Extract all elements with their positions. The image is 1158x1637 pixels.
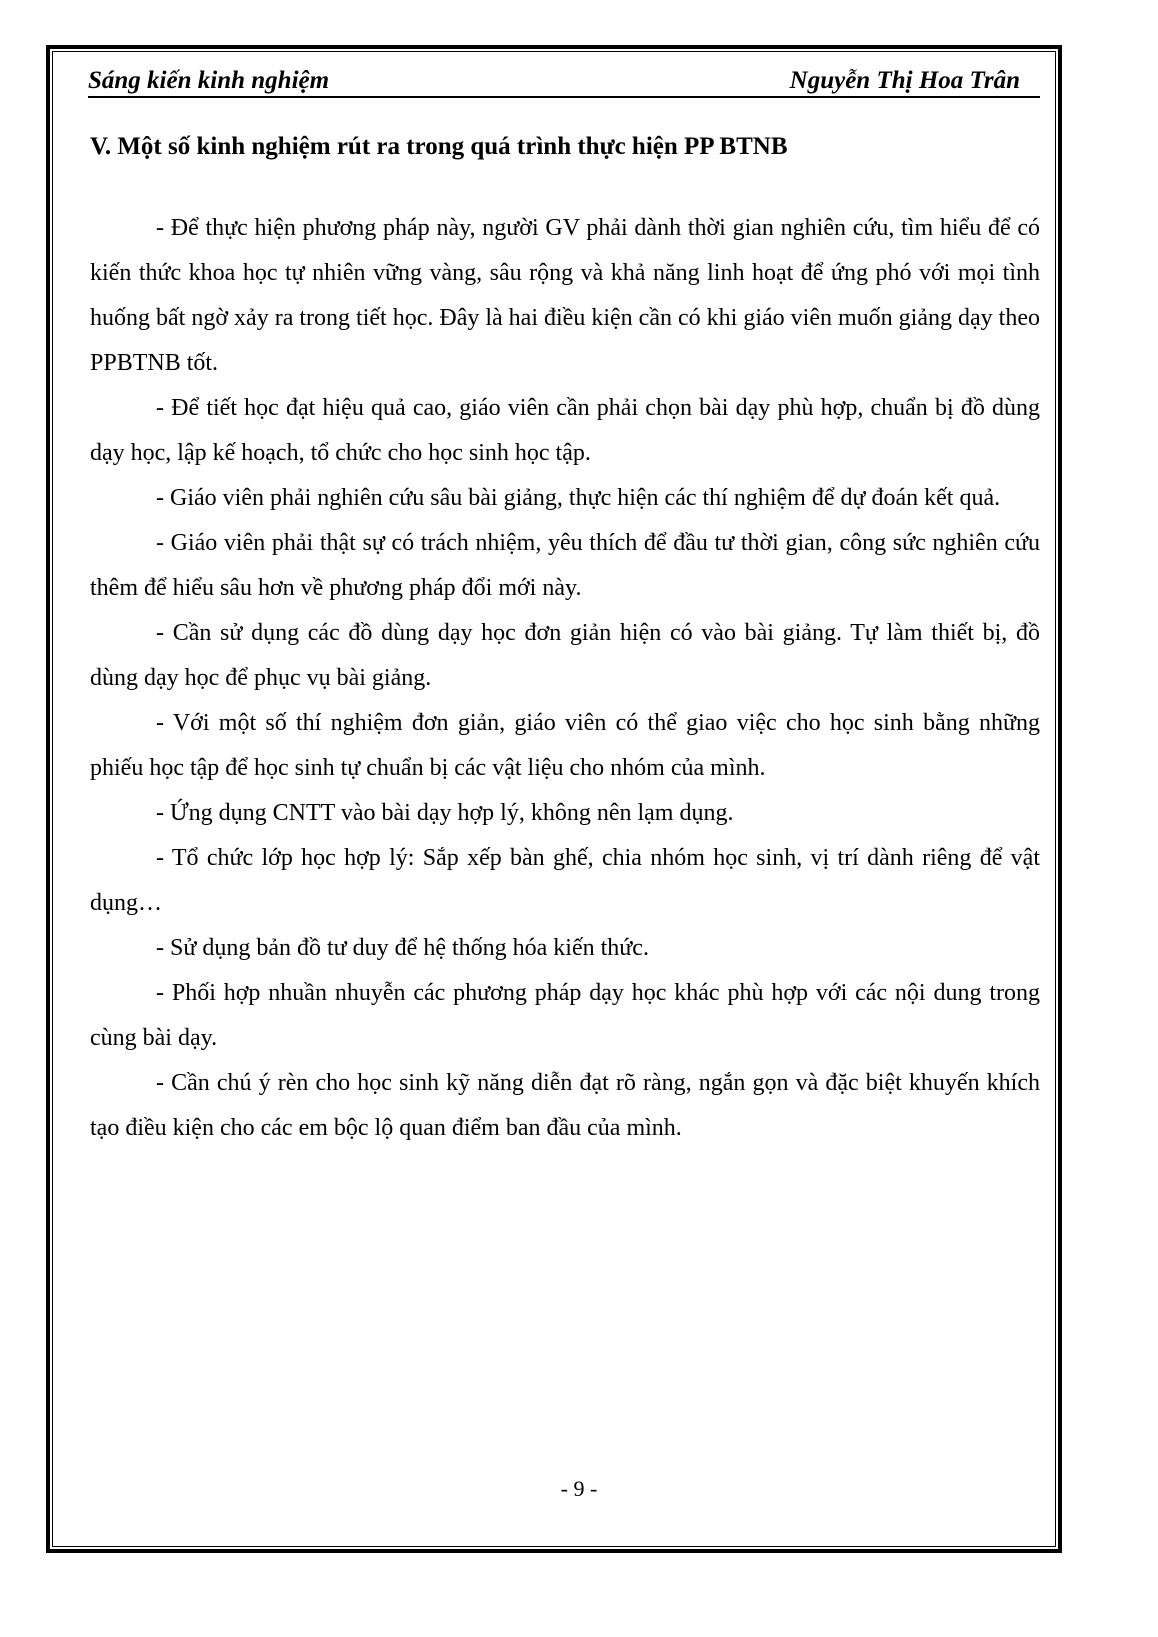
- paragraph: - Tổ chức lớp học hợp lý: Sắp xếp bàn ghế, chia nhóm học sinh, vị trí dành riêng để vật dụng…: [90, 845, 1040, 916]
- paragraph: - Cần chú ý rèn cho học sinh kỹ năng diễn đạt rõ ràng, ngắn gọn và đặc biệt khuyến khích tạo điều kiện cho các em bộc lộ quan điểm ban đầu của mình.: [90, 1070, 1040, 1141]
- paragraph: - Giáo viên phải thật sự có trách nhiệm, yêu thích để đầu tư thời gian, công sức nghiên cứu thêm để hiểu sâu hơn về phương pháp đổi mới này.: [90, 530, 1040, 601]
- paragraph: - Với một số thí nghiệm đơn giản, giáo viên có thể giao việc cho học sinh bằng những phiếu học tập để học sinh tự chuẩn bị các vật liệu cho nhóm của mình.: [90, 710, 1040, 781]
- paragraph: - Để tiết học đạt hiệu quả cao, giáo viên cần phải chọn bài dạy phù hợp, chuẩn bị đồ dùng dạy học, lập kế hoạch, tổ chức cho học sinh học tập.: [90, 395, 1040, 466]
- paragraph: - Sử dụng bản đồ tư duy để hệ thống hóa kiến thức.: [156, 935, 649, 961]
- paragraph: - Cần sử dụng các đồ dùng dạy học đơn giản hiện có vào bài giảng. Tự làm thiết bị, đồ dùng dạy học để phục vụ bài giảng.: [90, 620, 1040, 691]
- paragraph: - Ứng dụng CNTT vào bài dạy hợp lý, không nên lạm dụng.: [156, 800, 734, 826]
- body-text: [90, 206, 1040, 1151]
- paragraph: - Để thực hiện phương pháp này, người GV phải dành thời gian nghiên cứu, tìm hiểu để có kiến thức khoa học tự nhiên vững vàng, sâu rộng và khả năng linh hoạt để ứng phó với mọi tình huống bất ngờ xảy ra trong tiết học. Đây là hai điều kiện cần có khi giáo viên muốn giảng dạy theo PPBTNB tốt.: [90, 215, 1040, 376]
- section-title: V. Một số kinh nghiệm rút ra trong quá trình thực hiện PP BTNB: [90, 133, 788, 160]
- header-author: Nguyễn Thị Hoa Trân: [789, 67, 1020, 94]
- running-header: [88, 60, 1040, 98]
- page-number: - 9 -: [560, 1476, 598, 1501]
- paragraph: - Giáo viên phải nghiên cứu sâu bài giảng, thực hiện các thí nghiệm để dự đoán kết quả.: [156, 485, 1001, 511]
- header-left-title: Sáng kiến kinh nghiệm: [88, 67, 330, 94]
- document-page: [90, 60, 1040, 1151]
- paragraph: - Phối hợp nhuần nhuyễn các phương pháp dạy học khác phù hợp với các nội dung trong cùng bài dạy.: [90, 980, 1040, 1051]
